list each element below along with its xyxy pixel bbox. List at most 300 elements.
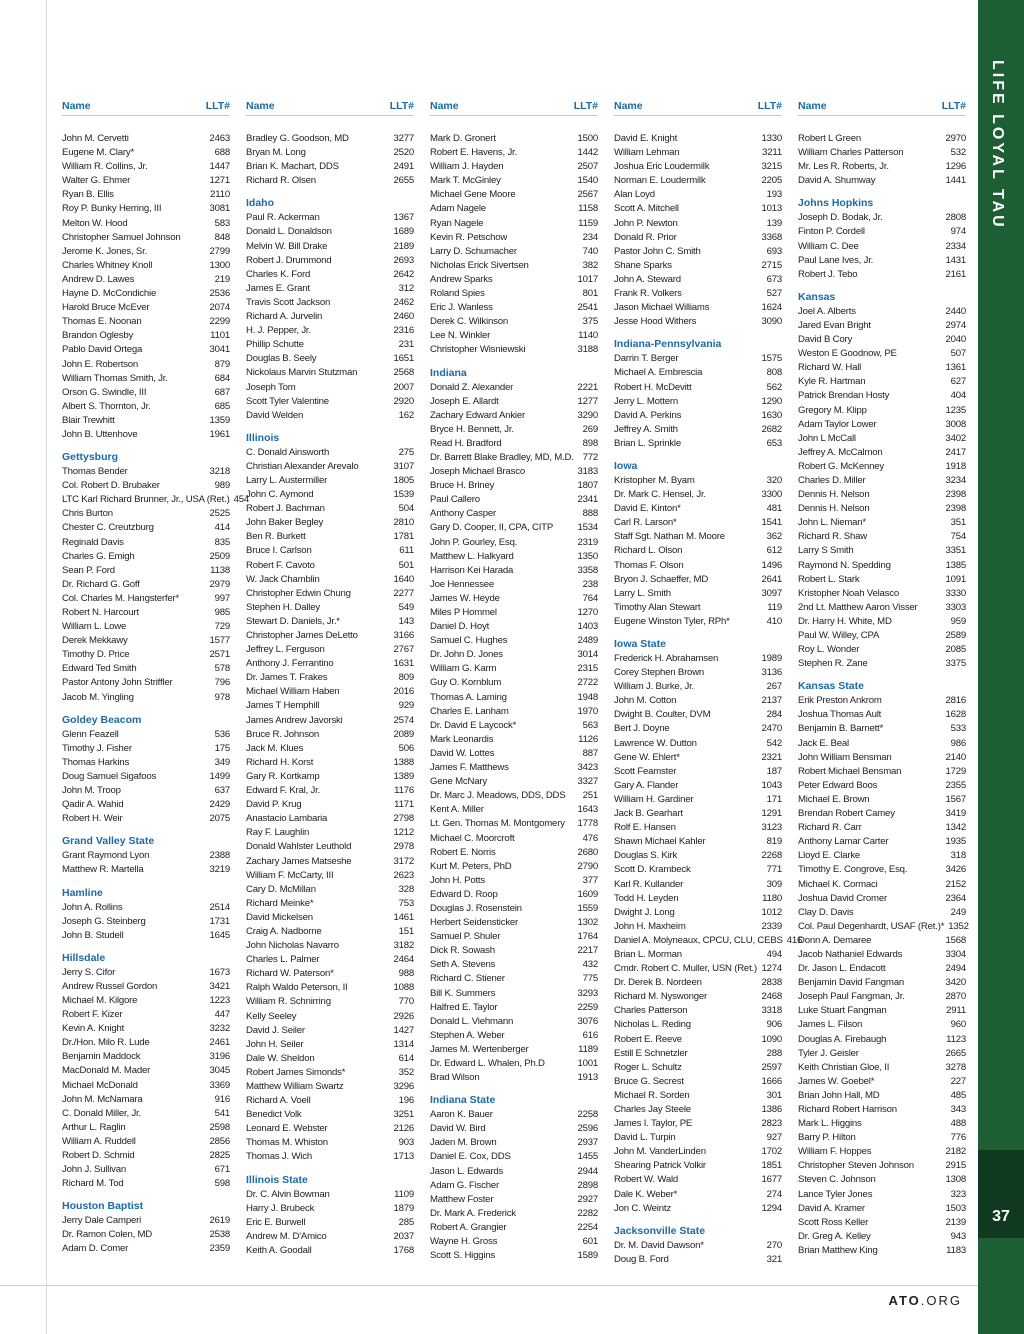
member-name: Brian L. Sprinkle [614, 437, 681, 449]
member-name: Carl R. Larson* [614, 517, 677, 529]
member-llt-number: 1088 [393, 982, 414, 994]
member-name: Roland Spies [430, 288, 485, 300]
member-name: Donn A. Demaree [798, 934, 872, 946]
member-row [246, 685, 414, 699]
member-llt-number: 988 [398, 968, 414, 980]
member-llt-number: 2816 [945, 695, 966, 707]
member-row [430, 1150, 598, 1164]
member-name: Douglas S. Kirk [614, 850, 678, 862]
member-name: Ben R. Burkett [246, 531, 306, 543]
member-row [246, 240, 414, 254]
member-llt-number: 171 [766, 793, 782, 805]
member-llt-number: 2217 [577, 945, 598, 957]
member-name: Lance Tyler Jones [798, 1188, 873, 1200]
chapter-heading: Hillsdale [62, 951, 106, 964]
member-name: LTC Karl Richard Brunner, Jr., USA (Ret.) [62, 494, 230, 506]
member-llt-number: 3402 [945, 432, 966, 444]
member-row [246, 770, 414, 784]
member-name: Orson G. Swindle, III [62, 386, 147, 398]
member-llt-number: 2140 [945, 751, 966, 763]
member-name: Roy P. Bunky Herring, III [62, 203, 162, 215]
member-llt-number: 3081 [209, 203, 230, 215]
member-name: W. Jack Chamblin [246, 573, 320, 585]
member-row [798, 146, 966, 160]
member-row [430, 1015, 598, 1029]
member-name: Joshua Eric Loudermilk [614, 161, 710, 173]
member-row [798, 132, 966, 146]
member-row [614, 287, 782, 301]
member-name: John William Bensman [798, 751, 892, 763]
member-row [614, 1145, 782, 1159]
member-row [798, 779, 966, 793]
member-row [614, 666, 782, 680]
member-row [614, 1188, 782, 1202]
member-llt-number: 2927 [577, 1193, 598, 1205]
member-row [246, 1122, 414, 1136]
member-llt-number: 2798 [393, 813, 414, 825]
member-row [62, 245, 230, 259]
member-llt-number: 943 [950, 1230, 966, 1242]
member-row [430, 620, 598, 634]
member-name: Richard Robert Harrison [798, 1104, 897, 1115]
member-name: Donald Wahlster Leuthold [246, 841, 352, 853]
member-llt-number: 3219 [209, 864, 230, 876]
member-llt-number: 2085 [945, 644, 966, 656]
member-llt-number: 611 [399, 545, 414, 557]
member-llt-number: 1158 [578, 203, 598, 215]
member-row [430, 245, 598, 259]
member-llt-number: 3166 [393, 630, 414, 641]
member-row [614, 1173, 782, 1187]
member-row [614, 273, 782, 287]
member-row [246, 1038, 414, 1052]
page-margin-line [46, 0, 47, 1334]
member-name: Joseph E. Allardt [430, 395, 499, 407]
member-name: Nickolaus Marvin Stutzman [246, 367, 358, 379]
member-row [246, 132, 414, 146]
member-llt-number: 2823 [761, 1118, 782, 1130]
member-name: Douglas B. Seely [246, 353, 317, 365]
member-name: Richard M. Nyswonger [614, 991, 708, 1003]
member-name: Derek Mekkawy [62, 635, 128, 647]
member-name: Michael William Haben [246, 686, 340, 698]
member-llt-number: 2799 [209, 245, 230, 257]
member-llt-number: 2838 [761, 977, 782, 989]
member-row [430, 930, 598, 944]
member-row [798, 849, 966, 863]
member-row [614, 188, 782, 202]
footer-rule [0, 1285, 978, 1286]
member-llt-number: 1677 [761, 1174, 782, 1186]
member-llt-number: 687 [214, 386, 230, 398]
member-llt-number: 2682 [761, 423, 782, 435]
member-name: Timothy D. Price [62, 649, 130, 661]
member-name: Phillip Schutte [246, 339, 304, 351]
member-name: Robert James Simonds* [246, 1066, 346, 1078]
member-llt-number: 2468 [761, 991, 782, 1003]
member-name: Dr. James T. Frakes [246, 672, 328, 684]
member-row [246, 784, 414, 798]
member-llt-number: 1567 [945, 793, 966, 805]
member-row [246, 174, 414, 188]
member-row [62, 146, 230, 160]
member-row [62, 231, 230, 245]
member-name: Cmdr. Robert C. Muller, USN (Ret.) [614, 963, 757, 975]
member-name: Jaden M. Brown [430, 1137, 497, 1149]
member-name: James I. Taylor, PE [614, 1118, 693, 1130]
member-llt-number: 3097 [761, 587, 782, 599]
member-row [614, 990, 782, 1004]
member-row [246, 601, 414, 615]
member-name: Brian L. Morman [614, 948, 682, 960]
member-llt-number: 887 [582, 747, 598, 759]
member-llt-number: 151 [398, 925, 414, 937]
member-name: Dr. Edward L. Whalen, Ph.D [430, 1058, 545, 1069]
member-row [62, 343, 230, 357]
member-llt-number: 2623 [393, 869, 414, 881]
member-name: Chris Burton [62, 508, 113, 520]
member-llt-number: 1330 [761, 133, 782, 144]
member-llt-number: 614 [398, 1052, 414, 1064]
member-llt-number: 3251 [393, 1109, 414, 1121]
member-name: Eric J. Wanless [430, 302, 493, 314]
member-name: Richard R. Carr [798, 822, 862, 834]
member-llt-number: 3183 [577, 466, 598, 478]
member-row [430, 132, 598, 146]
member-name: Michael K. Cormaci [798, 878, 878, 890]
member-name: Aaron K. Bauer [430, 1109, 493, 1121]
member-llt-number: 2567 [577, 189, 598, 201]
member-row [430, 536, 598, 550]
member-llt-number: 772 [582, 451, 598, 463]
member-llt-number: 3188 [577, 344, 598, 356]
member-llt-number: 974 [950, 226, 966, 238]
member-row [246, 657, 414, 671]
member-name: Richard C. Stiener [430, 973, 505, 985]
member-row [62, 1214, 230, 1228]
member-row [246, 530, 414, 544]
member-name: James M. Wertenberger [430, 1043, 529, 1055]
member-llt-number: 3123 [761, 822, 782, 834]
member-llt-number: 2494 [945, 963, 966, 975]
member-name: John L McCall [798, 432, 856, 444]
member-llt-number: 1539 [393, 489, 414, 501]
member-llt-number: 2282 [577, 1207, 598, 1219]
member-name: Larry D. Schumacher [430, 245, 517, 257]
chapter-heading: Kansas [798, 290, 836, 303]
member-name: Dr. Greg A. Kelley [798, 1230, 871, 1242]
member-row [62, 1228, 230, 1242]
member-llt-number: 2341 [577, 494, 598, 506]
member-name: Lee N. Winkler [430, 330, 491, 342]
member-row [62, 1022, 230, 1036]
member-llt-number: 2507 [577, 161, 598, 173]
member-row [246, 714, 414, 728]
member-name: Dr. Jason L. Endacott [798, 963, 886, 975]
member-row [62, 428, 230, 442]
member-llt-number: 2440 [945, 305, 966, 317]
member-llt-number: 1189 [578, 1043, 598, 1055]
member-llt-number: 2767 [393, 644, 414, 656]
member-llt-number: 2137 [761, 695, 782, 707]
member-name: William F. Hoppes [798, 1146, 872, 1158]
member-llt-number: 1640 [393, 573, 414, 585]
member-llt-number: 2790 [577, 860, 598, 872]
member-name: Mark Leonardis [430, 733, 494, 745]
member-row [798, 722, 966, 736]
member-row [798, 948, 966, 962]
member-row [246, 840, 414, 854]
member-llt-number: 2316 [393, 325, 414, 337]
member-row [246, 1244, 414, 1258]
member-row [430, 479, 598, 493]
member-row [62, 756, 230, 770]
member-row [430, 972, 598, 986]
member-row [62, 386, 230, 400]
member-row [430, 564, 598, 578]
member-name: Gary D. Cooper, II, CPA, CITP [430, 522, 554, 534]
member-row [62, 648, 230, 662]
member-llt-number: 997 [214, 592, 230, 604]
member-llt-number: 1764 [577, 931, 598, 943]
member-llt-number: 3278 [945, 1061, 966, 1073]
member-name: Richard W. Hall [798, 362, 862, 374]
member-name: William Charles Patterson [798, 147, 904, 159]
column-header [246, 100, 414, 116]
member-row [798, 254, 966, 268]
member-row [614, 315, 782, 329]
member-llt-number: 1729 [945, 765, 966, 777]
member-row [62, 414, 230, 428]
member-name: John H. Potts [430, 874, 485, 886]
member-llt-number: 1183 [946, 1244, 966, 1256]
member-row [62, 742, 230, 756]
member-name: Richard A. Jurvelin [246, 311, 323, 323]
member-name: Robert F. Kizer [62, 1009, 123, 1021]
member-llt-number: 2536 [209, 288, 230, 300]
member-row [246, 1202, 414, 1216]
member-row [62, 493, 249, 507]
member-name: Andrew Russel Gordon [62, 980, 158, 992]
member-llt-number: 1447 [209, 161, 230, 173]
member-name: Richard M. Tod [62, 1178, 124, 1190]
member-llt-number: 3211 [762, 147, 782, 159]
member-llt-number: 2693 [393, 254, 414, 266]
member-llt-number: 432 [582, 959, 598, 971]
member-llt-number: 3014 [577, 649, 598, 661]
member-row [62, 606, 230, 620]
member-llt-number: 227 [950, 1075, 966, 1087]
member-name: Joseph Paul Fangman, Jr. [798, 991, 905, 1003]
member-row [798, 1173, 966, 1187]
member-name: Gene McNary [430, 776, 487, 788]
chapter-heading: Kansas State [798, 680, 864, 693]
member-row [614, 202, 782, 216]
member-name: Benjamin David Fangman [798, 977, 904, 989]
member-row [798, 559, 966, 573]
member-llt-number: 3420 [945, 977, 966, 989]
member-row [62, 1242, 230, 1256]
member-llt-number: 2680 [577, 846, 598, 858]
member-row [246, 1230, 414, 1244]
member-name: Bert J. Doyne [614, 723, 670, 735]
member-llt-number: 3182 [393, 940, 414, 952]
member-llt-number: 1350 [577, 550, 598, 562]
member-row [62, 798, 230, 812]
member-name: Larry L. Smith [614, 587, 671, 599]
member-name: Hayne D. McCondichie [62, 288, 157, 300]
member-row [798, 319, 966, 333]
member-name: Charles K. Ford [246, 268, 311, 280]
header-llt-label: LLT# [757, 100, 782, 112]
member-llt-number: 2040 [945, 334, 966, 346]
member-row [246, 1094, 414, 1108]
member-llt-number: 119 [767, 601, 782, 613]
member-row [614, 751, 782, 765]
member-llt-number: 1274 [761, 963, 782, 975]
member-name: Thomas M. Whiston [246, 1137, 328, 1149]
member-name: Read H. Bradford [430, 437, 502, 449]
member-row [246, 1188, 414, 1202]
column-header [430, 100, 598, 116]
member-row [798, 962, 966, 976]
member-name: Michael McDonald [62, 1079, 138, 1091]
member-row [614, 174, 782, 188]
member-row [430, 315, 598, 329]
member-row [614, 544, 782, 558]
member-name: John J. Sullivan [62, 1164, 126, 1176]
member-llt-number: 601 [582, 1236, 598, 1248]
member-name: John M. Troop [62, 785, 121, 797]
member-name: Richard W. Paterson* [246, 968, 334, 980]
member-name: Joseph D. Bodak, Jr. [798, 212, 883, 224]
member-row [62, 966, 230, 980]
member-llt-number: 1109 [394, 1188, 414, 1200]
member-name: Gene W. Ehlert* [614, 751, 680, 763]
member-name: Corey Stephen Brown [614, 667, 705, 679]
member-name: Dr. John D. Jones [430, 649, 503, 661]
member-name: Matthew L. Halkyard [430, 550, 514, 562]
member-name: Albert S. Thornton, Jr. [62, 400, 151, 412]
member-row [614, 807, 782, 821]
member-name: Alan Loyd [614, 189, 655, 201]
member-row [430, 1165, 598, 1179]
member-name: Bill K. Summers [430, 987, 496, 999]
member-llt-number: 2509 [209, 550, 230, 562]
member-name: Todd H. Leyden [614, 892, 679, 904]
member-row [62, 784, 230, 798]
member-llt-number: 616 [582, 1029, 598, 1041]
member-llt-number: 2898 [577, 1179, 598, 1191]
member-llt-number: 888 [582, 508, 598, 520]
member-name: Donald L. Donaldson [246, 226, 332, 238]
member-name: Joshua Thomas Ault [798, 709, 882, 721]
member-row [62, 550, 230, 564]
member-row [614, 1131, 782, 1145]
member-row [62, 202, 230, 216]
member-llt-number: 193 [766, 189, 782, 201]
member-row [614, 906, 782, 920]
member-row [246, 409, 414, 423]
member-name: William J. Burke, Jr. [614, 681, 695, 693]
member-row [614, 934, 803, 948]
member-row [430, 832, 598, 846]
member-row [430, 160, 598, 174]
member-row [614, 409, 782, 423]
member-name: Bryan M. Long [246, 147, 306, 159]
member-name: Col. Charles M. Hangsterfer* [62, 592, 180, 604]
member-llt-number: 3196 [209, 1051, 230, 1063]
member-row [614, 352, 782, 366]
member-row [246, 883, 414, 897]
member-llt-number: 3304 [945, 948, 966, 960]
member-llt-number: 1271 [209, 175, 230, 187]
member-name: Dale W. Sheldon [246, 1052, 315, 1064]
member-llt-number: 2974 [945, 319, 966, 331]
member-row [430, 287, 598, 301]
member-llt-number: 1277 [577, 395, 598, 407]
member-llt-number: 3290 [577, 409, 598, 421]
member-llt-number: 362 [766, 531, 782, 543]
member-row [798, 807, 966, 821]
member-name: Dr. M. David Dawson* [614, 1239, 704, 1251]
member-name: Gary A. Flander [614, 779, 679, 791]
member-row [798, 160, 966, 174]
member-name: C. Donald Miller, Jr. [62, 1107, 141, 1119]
member-llt-number: 238 [582, 578, 598, 590]
member-llt-number: 2152 [945, 878, 966, 890]
member-llt-number: 1427 [393, 1024, 414, 1036]
member-llt-number: 1643 [577, 804, 598, 816]
member-name: Brian K. Machart, DDS [246, 161, 339, 173]
member-row [798, 446, 966, 460]
member-row [798, 737, 966, 751]
member-llt-number: 2254 [577, 1221, 598, 1233]
member-llt-number: 3172 [393, 855, 414, 867]
member-llt-number: 1043 [761, 779, 782, 791]
column-header [62, 100, 230, 116]
member-row [246, 1216, 414, 1230]
member-name: Harrison Kei Harada [430, 564, 514, 576]
member-llt-number: 562 [766, 381, 782, 393]
member-row [430, 259, 598, 273]
member-llt-number: 3426 [945, 864, 966, 876]
member-name: Michael M. Kilgore [62, 994, 138, 1006]
member-llt-number: 3375 [945, 658, 966, 670]
member-name: Richard R. Shaw [798, 531, 867, 543]
member-row [62, 634, 230, 648]
member-name: Pastor Antony John Striffler [62, 677, 173, 689]
member-name: Bruce R. Johnson [246, 728, 320, 740]
member-llt-number: 542 [766, 737, 782, 749]
member-name: Charles Patterson [614, 1005, 688, 1017]
member-row [614, 259, 782, 273]
member-name: Scott D. Krambeck [614, 864, 691, 876]
member-row [614, 1239, 782, 1253]
member-llt-number: 2398 [945, 489, 966, 501]
member-llt-number: 3136 [761, 667, 782, 679]
member-name: Joseph G. Steinberg [62, 915, 146, 927]
member-row [798, 1004, 966, 1018]
chapter-heading: Iowa [614, 459, 638, 472]
footer-brand-bold: ATO [888, 1293, 921, 1308]
member-row [62, 994, 230, 1008]
member-row [430, 1193, 598, 1207]
member-row [430, 217, 598, 231]
member-row [798, 878, 966, 892]
member-name: Michael Gene Moore [430, 189, 516, 201]
member-llt-number: 2525 [209, 508, 230, 520]
